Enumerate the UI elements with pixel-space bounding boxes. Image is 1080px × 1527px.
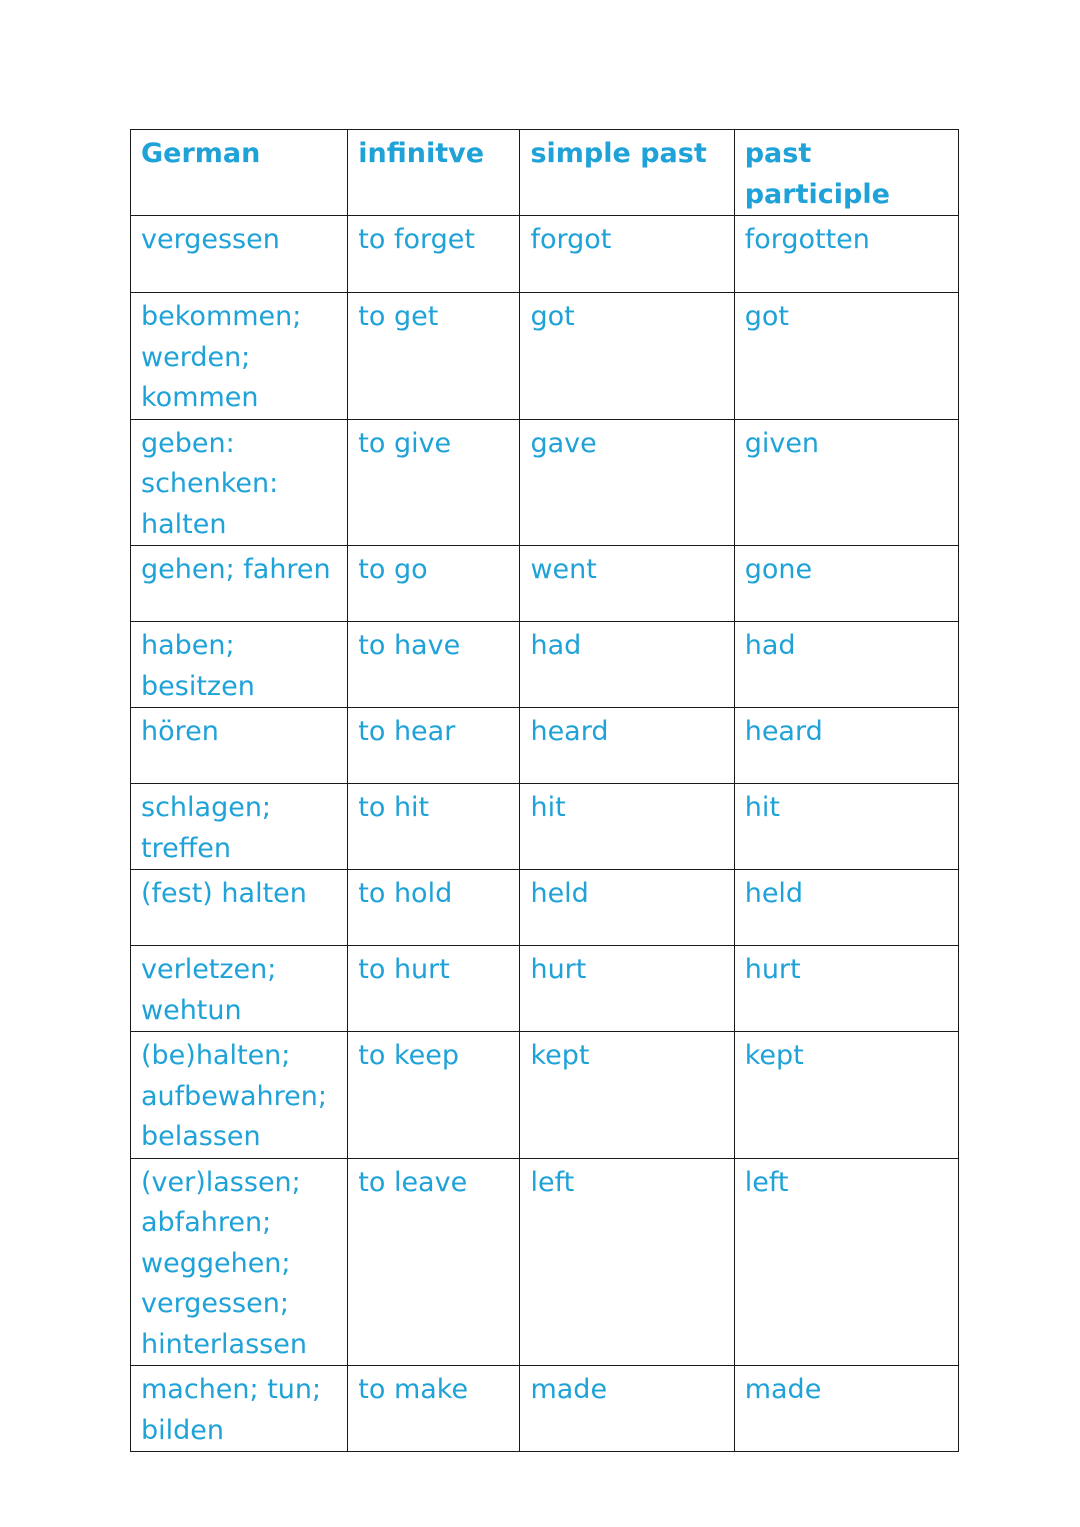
cell-simple-past: got xyxy=(520,293,734,420)
cell-german: bekommen; werden; kommen xyxy=(131,293,348,420)
cell-simple-past: heard xyxy=(520,708,734,784)
cell-simple-past: made xyxy=(520,1366,734,1452)
cell-infinitive: to have xyxy=(348,622,520,708)
table-row xyxy=(131,293,959,420)
cell-simple-past: hurt xyxy=(520,946,734,1032)
cell-infinitive: to go xyxy=(348,546,520,622)
table-row xyxy=(131,419,959,546)
cell-past-participle: held xyxy=(734,870,958,946)
table-row xyxy=(131,1032,959,1159)
cell-german: (ver)lassen; abfahren; weggehen; vergessen; hinterlassen xyxy=(131,1158,348,1366)
cell-past-participle: gone xyxy=(734,546,958,622)
table-row xyxy=(131,1158,959,1366)
table-row xyxy=(131,216,959,293)
cell-german: hören xyxy=(131,708,348,784)
cell-infinitive: to make xyxy=(348,1366,520,1452)
cell-past-participle: hurt xyxy=(734,946,958,1032)
irregular-verbs-table xyxy=(130,129,959,1452)
cell-german: vergessen xyxy=(131,216,348,293)
header-german: German xyxy=(131,130,348,216)
cell-german: (be)halten; aufbewahren; belassen xyxy=(131,1032,348,1159)
cell-past-participle: made xyxy=(734,1366,958,1452)
cell-german: gehen; fahren xyxy=(131,546,348,622)
cell-german: (fest) halten xyxy=(131,870,348,946)
cell-simple-past: kept xyxy=(520,1032,734,1159)
table-body xyxy=(131,216,959,1452)
header-infinitive: infinitve xyxy=(348,130,520,216)
cell-simple-past: gave xyxy=(520,419,734,546)
cell-simple-past: hit xyxy=(520,784,734,870)
cell-german: verletzen; wehtun xyxy=(131,946,348,1032)
cell-german: schlagen; treffen xyxy=(131,784,348,870)
table-row xyxy=(131,622,959,708)
cell-infinitive: to get xyxy=(348,293,520,420)
cell-infinitive: to hear xyxy=(348,708,520,784)
cell-past-participle: given xyxy=(734,419,958,546)
cell-simple-past: left xyxy=(520,1158,734,1366)
table-row xyxy=(131,870,959,946)
header-past-participle: past participle xyxy=(734,130,958,216)
table-row xyxy=(131,708,959,784)
cell-infinitive: to forget xyxy=(348,216,520,293)
cell-past-participle: had xyxy=(734,622,958,708)
cell-past-participle: heard xyxy=(734,708,958,784)
cell-german: geben: schenken: halten xyxy=(131,419,348,546)
header-simple-past: simple past xyxy=(520,130,734,216)
cell-german: machen; tun; bilden xyxy=(131,1366,348,1452)
cell-infinitive: to keep xyxy=(348,1032,520,1159)
cell-infinitive: to hit xyxy=(348,784,520,870)
cell-past-participle: kept xyxy=(734,1032,958,1159)
cell-past-participle: left xyxy=(734,1158,958,1366)
cell-german: haben; besitzen xyxy=(131,622,348,708)
cell-simple-past: had xyxy=(520,622,734,708)
cell-simple-past: forgot xyxy=(520,216,734,293)
cell-simple-past: held xyxy=(520,870,734,946)
cell-infinitive: to give xyxy=(348,419,520,546)
table-row xyxy=(131,1366,959,1452)
table-row xyxy=(131,784,959,870)
cell-past-participle: hit xyxy=(734,784,958,870)
table-row xyxy=(131,546,959,622)
cell-past-participle: forgotten xyxy=(734,216,958,293)
header-row xyxy=(131,130,959,216)
cell-infinitive: to hold xyxy=(348,870,520,946)
cell-past-participle: got xyxy=(734,293,958,420)
cell-simple-past: went xyxy=(520,546,734,622)
cell-infinitive: to leave xyxy=(348,1158,520,1366)
table-row xyxy=(131,946,959,1032)
cell-infinitive: to hurt xyxy=(348,946,520,1032)
table-header xyxy=(131,130,959,216)
